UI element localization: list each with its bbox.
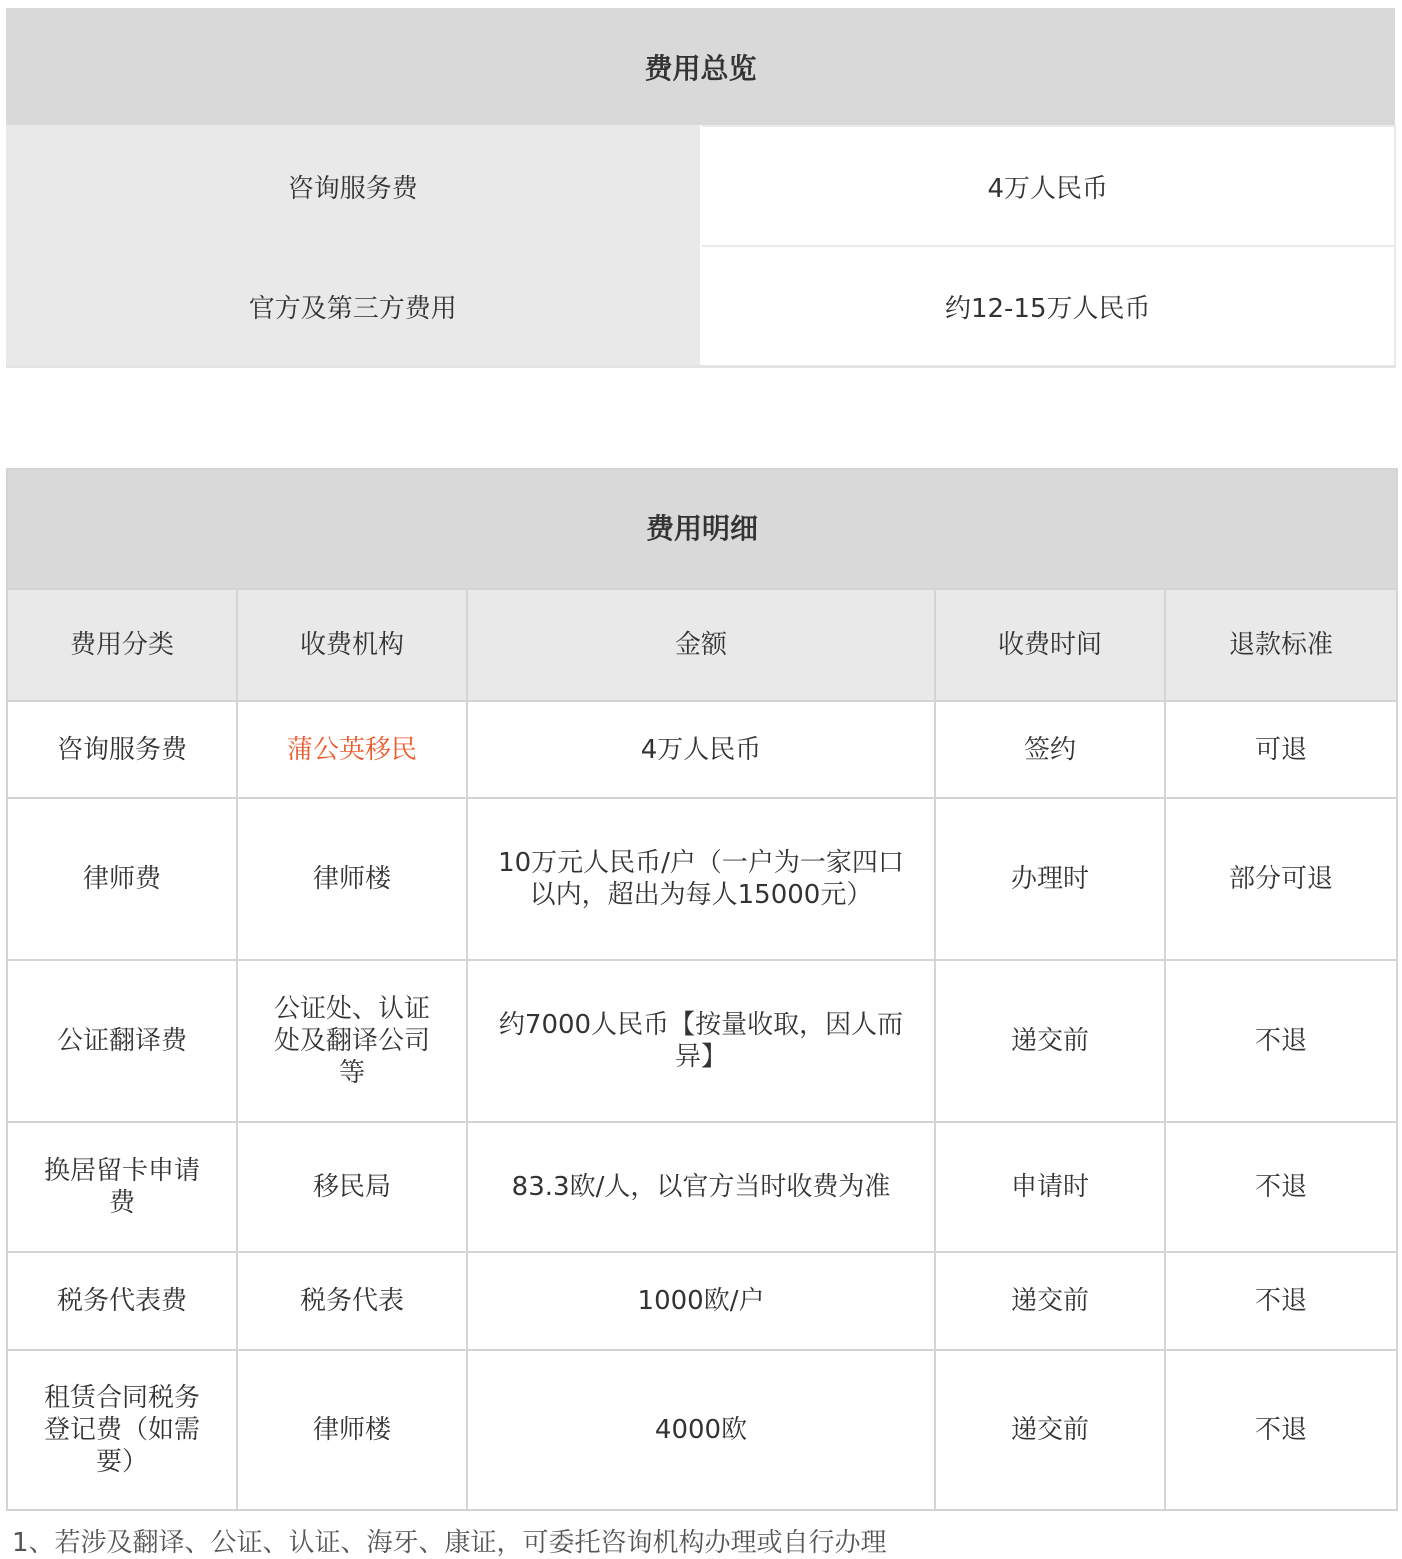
overview-value: 4万人民币 — [701, 126, 1396, 246]
cell-category: 税务代表费 — [7, 1252, 237, 1350]
overview-title: 费用总览 — [6, 8, 1395, 126]
cell-refund: 可退 — [1165, 701, 1397, 798]
cell-agency: 律师楼 — [237, 1350, 467, 1510]
cell-amount: 83.3欧/人，以官方当时收费为准 — [467, 1122, 935, 1252]
column-header-refund: 退款标准 — [1165, 589, 1397, 701]
cell-category: 公证翻译费 — [7, 960, 237, 1122]
detail-header-row — [7, 589, 1397, 701]
table-row — [7, 798, 1397, 960]
overview-row — [6, 246, 1395, 367]
fee-detail-table — [6, 468, 1398, 1511]
cell-time: 申请时 — [935, 1122, 1165, 1252]
column-header-agency: 收费机构 — [237, 589, 467, 701]
cell-agency: 公证处、认证处及翻译公司等 — [237, 960, 467, 1122]
cell-category: 律师费 — [7, 798, 237, 960]
cell-agency: 律师楼 — [237, 798, 467, 960]
overview-value: 约12-15万人民币 — [701, 246, 1396, 367]
table-row — [7, 701, 1397, 798]
cell-agency-link[interactable]: 蒲公英移民 — [237, 701, 467, 798]
cell-amount: 10万元人民币/户（一户为一家四口以内，超出为每人15000元） — [467, 798, 935, 960]
cell-category: 换居留卡申请费 — [7, 1122, 237, 1252]
overview-label: 咨询服务费 — [6, 126, 701, 246]
cell-amount: 4000欧 — [467, 1350, 935, 1510]
table-row — [7, 1122, 1397, 1252]
detail-title: 费用明细 — [7, 469, 1397, 589]
table-row — [7, 960, 1397, 1122]
column-header-category: 费用分类 — [7, 589, 237, 701]
column-header-time: 收费时间 — [935, 589, 1165, 701]
table-row — [7, 1350, 1397, 1510]
cell-refund: 不退 — [1165, 1252, 1397, 1350]
cell-refund: 不退 — [1165, 1350, 1397, 1510]
cell-time: 递交前 — [935, 1252, 1165, 1350]
footnote: 1、若涉及翻译、公证、认证、海牙、康证，可委托咨询机构办理或自行办理 — [12, 1528, 887, 1558]
table-row — [7, 1252, 1397, 1350]
overview-label: 官方及第三方费用 — [6, 246, 701, 367]
cell-amount: 约7000人民币【按量收取，因人而异】 — [467, 960, 935, 1122]
cell-refund: 部分可退 — [1165, 798, 1397, 960]
cell-amount: 1000欧/户 — [467, 1252, 935, 1350]
cell-category: 租赁合同税务登记费（如需要） — [7, 1350, 237, 1510]
cell-time: 签约 — [935, 701, 1165, 798]
cell-amount: 4万人民币 — [467, 701, 935, 798]
fee-overview-table — [6, 8, 1396, 368]
cell-refund: 不退 — [1165, 960, 1397, 1122]
cell-time: 递交前 — [935, 960, 1165, 1122]
overview-row — [6, 126, 1395, 246]
cell-agency: 税务代表 — [237, 1252, 467, 1350]
cell-time: 办理时 — [935, 798, 1165, 960]
cell-category: 咨询服务费 — [7, 701, 237, 798]
cell-time: 递交前 — [935, 1350, 1165, 1510]
column-header-amount: 金额 — [467, 589, 935, 701]
cell-agency: 移民局 — [237, 1122, 467, 1252]
cell-refund: 不退 — [1165, 1122, 1397, 1252]
